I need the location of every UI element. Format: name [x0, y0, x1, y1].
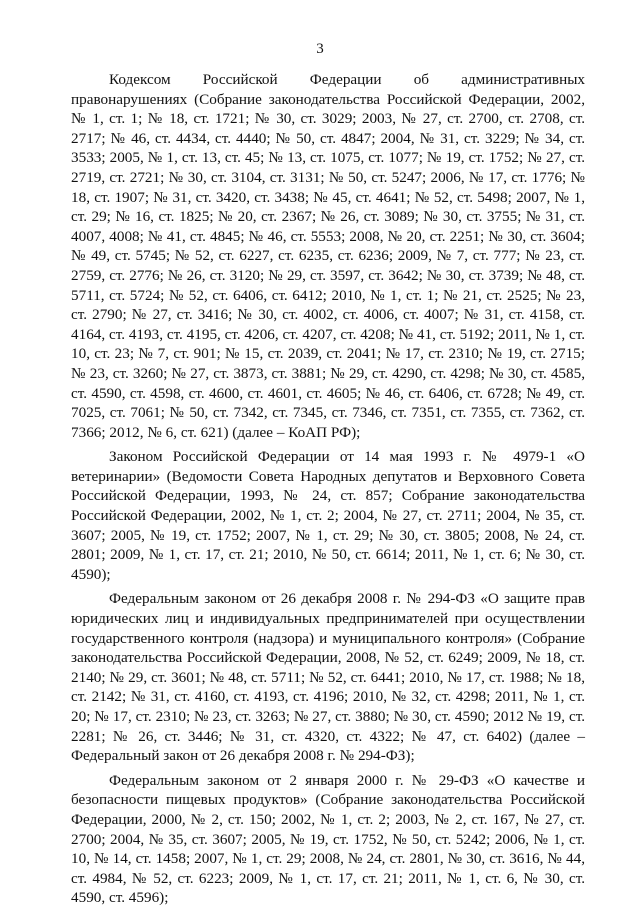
- paragraph-294-fz: Федеральным законом от 26 декабря 2008 г. № 294-ФЗ «О защите прав юридических лиц и индивидуальных предпринимателей при осуществлении государственного контроля (надзора) и муниципального контроля» (Собрание законодательства Российской Федерации, 2008, № 52, ст. 6249; 2009, № 18, ст. 2140; № 29, ст. 3601; № 48, ст. 5711; № 52, ст. 6441; 2010, № 17, ст. 1988; № 18, ст. 2142; № 31, ст. 4160, ст. 4193, ст. 4196; 2010, № 32, ст. 4298; 2011, № 1, ст. 20; № 17, ст. 2310; № 23, ст. 3263; № 27, ст. 3880; № 30, ст. 4590; 2012 № 19, ст. 2281; № 26, ст. 3446; № 31, ст. 4320, ст. 4322; № 47, ст. 6402) (далее – Федеральный закон от 26 декабря 2008 г. № 294-ФЗ);: [71, 590, 585, 765]
- document-body: [71, 70, 585, 908]
- paragraph-veterinary-law: Законом Российской Федерации от 14 мая 1993 г. № 4979-1 «О ветеринарии» (Ведомости Совета Народных депутатов и Верховного Совета Российской Федерации, 1993, № 24, ст. 857; Собрание законодательства Российской Федерации, 2002, № 1, ст. 2; 2004, № 27, ст. 2711; 2004, № 35, ст. 3607; 2005, № 19, ст. 1752; 2007, № 1, ст. 29; № 30, ст. 3805; 2008, № 24, ст. 2801; 2009, № 1, ст. 17, ст. 21; 2010, № 50, ст. 6614; 2011, № 1, ст. 6; № 30, ст. 4590);: [71, 448, 585, 583]
- page-number: 3: [316, 41, 324, 57]
- paragraph-koap: Кодексом Российской Федерации об административных правонарушениях (Собрание законодательства Российской Федерации, 2002, № 1, ст. 1; № 18, ст. 1721; № 30, ст. 3029; 2003, № 27, ст. 2700, ст. 2708, ст. 2717; № 46, ст. 4434, ст. 4440; № 50, ст. 4847; 2004, № 31, ст. 3229; № 34, ст. 3533; 2005, № 1, ст. 13, ст. 45; № 13, ст. 1075, ст. 1077; № 19, ст. 1752; № 27, ст. 2719, ст. 2721; № 30, ст. 3104, ст. 3131; № 50, ст. 5247; 2006, № 17, ст. 1776; № 18, ст. 1907; № 31, ст. 3420, ст. 3438; № 45, ст. 4641; № 52, ст. 5498; 2007, № 1, ст. 29; № 16, ст. 1825; № 20, ст. 2367; № 26, ст. 3089; № 30, ст. 3755; № 31, ст. 4007, 4008; № 41, ст. 4845; № 46, ст. 5553; 2008, № 20, ст. 2251; № 30, ст. 3604; № 49, ст. 5745; № 52, ст. 6227, ст. 6235, ст. 6236; 2009, № 7, ст. 777; № 23, ст. 2759, ст. 2776; № 26, ст. 3120; № 29, ст. 3597, ст. 3642; № 30, ст. 3739; № 48, ст. 5711, ст. 5724; № 52, ст. 6406, ст. 6412; 2010, № 1, ст. 1; № 21, ст. 2525; № 23, ст. 2790; № 27, ст. 3416; № 30, ст. 4002, ст. 4006, ст. 4007; № 31, ст. 4158, ст. 4164, ст. 4193, ст. 4195, ст. 4206, ст. 4207, ст. 4208; № 41, ст. 5192; 2011, № 1, ст. 10, ст. 23; № 7, ст. 901; № 15, ст. 2039, ст. 2041; № 17, ст. 2310; № 19, ст. 2715; № 23, ст. 3260; № 27, ст. 3873, ст. 3881; № 29, ст. 4290, ст. 4298; № 30, ст. 4585, ст. 4590, ст. 4598, ст. 4600, ст. 4601, ст. 4605; № 46, ст. 6406, ст. 6728; № 49, ст. 7025, ст. 7061; № 50, ст. 7342, ст. 7345, ст. 7346, ст. 7351, ст. 7355, ст. 7362, ст. 7366; 2012, № 6, ст. 621) (далее – КоАП РФ);: [71, 71, 585, 441]
- paragraph-29-fz: Федеральным законом от 2 января 2000 г. № 29-ФЗ «О качестве и безопасности пищевых продуктов» (Собрание законодательства Российской Федерации, 2000, № 2, ст. 150; 2002, № 1, ст. 2; 2003, № 2, ст. 167, № 27, ст. 2700; 2004, № 35, ст. 3607; 2005, № 19, ст. 1752, № 50, ст. 5242; 2006, № 1, ст. 10, № 14, ст. 1458; 2007, № 1, ст. 29; 2008, № 24, ст. 2801, № 30, ст. 3616, № 44, ст. 4984, № 52, ст. 6223; 2009, № 1, ст. 17, ст. 21; 2011, № 1, ст. 6, № 30, ст. 4590, ст. 4596);: [71, 771, 585, 907]
